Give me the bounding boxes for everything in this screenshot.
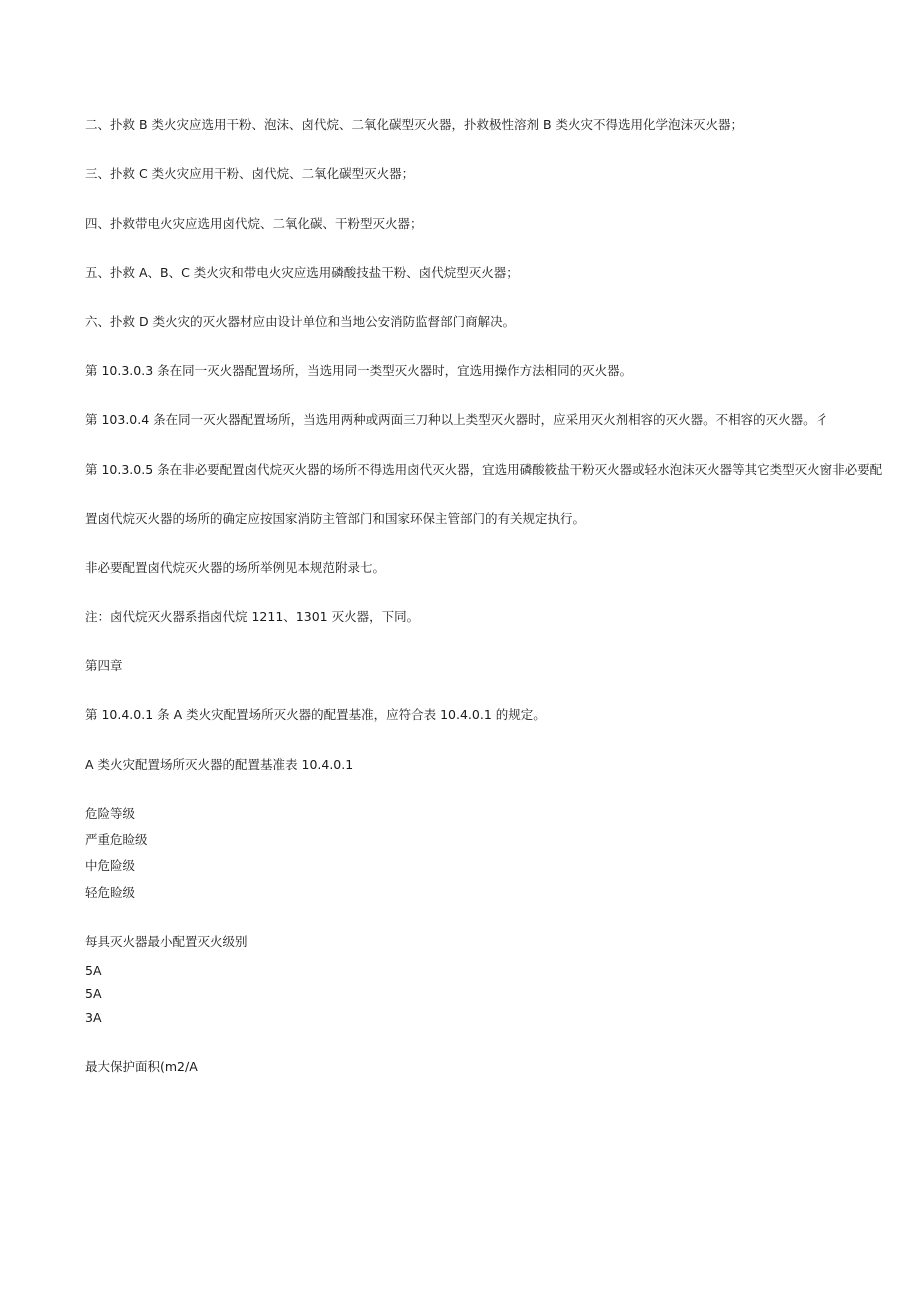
table-max-area-header: 最大保护面积(m2∕A (85, 1059, 198, 1074)
table-min-rating-severe: 5A (85, 963, 102, 978)
chapter-heading: 第四章 (85, 658, 123, 673)
table-min-rating-medium: 5A (85, 986, 102, 1001)
table-hazard-level-medium: 中危险级 (85, 858, 136, 873)
paragraph-note: 注：卤代烷灭火器系指卤代烷 1211、1301 灭火器，下同。 (85, 609, 420, 624)
paragraph-b-class-fire: 二、扑救 B 类火灾应选用干粉、泡沫、卤代烷、二氧化碳型灭火器，扑救极性溶剂 B 类火灾不得选用化学泡沫灭火器； (85, 117, 744, 132)
paragraph-c-class-fire: 三、扑救 C 类火灾应用干粉、卤代烷、二氧化碳型灭火器； (85, 166, 415, 181)
table-caption: A 类火灾配置场所灭火器的配置基准表 10.4.0.1 (85, 757, 354, 772)
table-min-rating-light: 3A (85, 1010, 102, 1025)
paragraph-article-10305-continued: 置卤代烷灭火器的场所的确定应按国家消防主管部门和国家环保主管部门的有关规定执行。 (85, 511, 586, 526)
paragraph-article-10305: 第 10.3.0.5 条在非必要配置卤代烷灭火器的场所不得选用卤代灭火器，宜选用磷酸筱盐干粉灭火器或轻水泡沫灭火器等其它类型灭火窗非必要配 (85, 462, 883, 477)
paragraph-article-10303: 第 10.3.0.3 条在同一灭火器配置场所，当选用同一类型灭火器时，宜选用操作方法相同的灭火器。 (85, 363, 633, 378)
table-hazard-level-severe: 严重危睑级 (85, 832, 148, 847)
paragraph-article-10401: 第 10.4.0.1 条 A 类火灾配置场所灭火器的配置基准，应符合表 10.4.0.1 的规定。 (85, 707, 546, 722)
paragraph-d-class-fire: 六、扑救 D 类火灾的灭火器材应由设计单位和当地公安消防监督部门商解决。 (85, 314, 516, 329)
table-hazard-level-light: 轻危睑级 (85, 885, 136, 900)
table-hazard-header: 危险等级 (85, 806, 136, 821)
paragraph-article-10304: 第 103.0.4 条在同一灭火器配置场所，当选用两种或两面三刀种以上类型灭火器时，应采用灭火剂相容的灭火器。不相容的灭火器。彳 (85, 412, 829, 427)
table-min-rating-header: 每具灭火器最小配置灭火级别 (85, 934, 248, 949)
paragraph-abc-fire: 五、扑救 A、B、C 类火灾和带电火灾应选用磷酸技盐干粉、卤代烷型灭火器； (85, 265, 519, 280)
paragraph-electrical-fire: 四、扑救带电火灾应选用卤代烷、二氧化碳、干粉型灭火器； (85, 216, 423, 231)
paragraph-appendix-reference: 非必要配置卤代烷灭火器的场所举例见本规范附录七。 (85, 560, 386, 575)
